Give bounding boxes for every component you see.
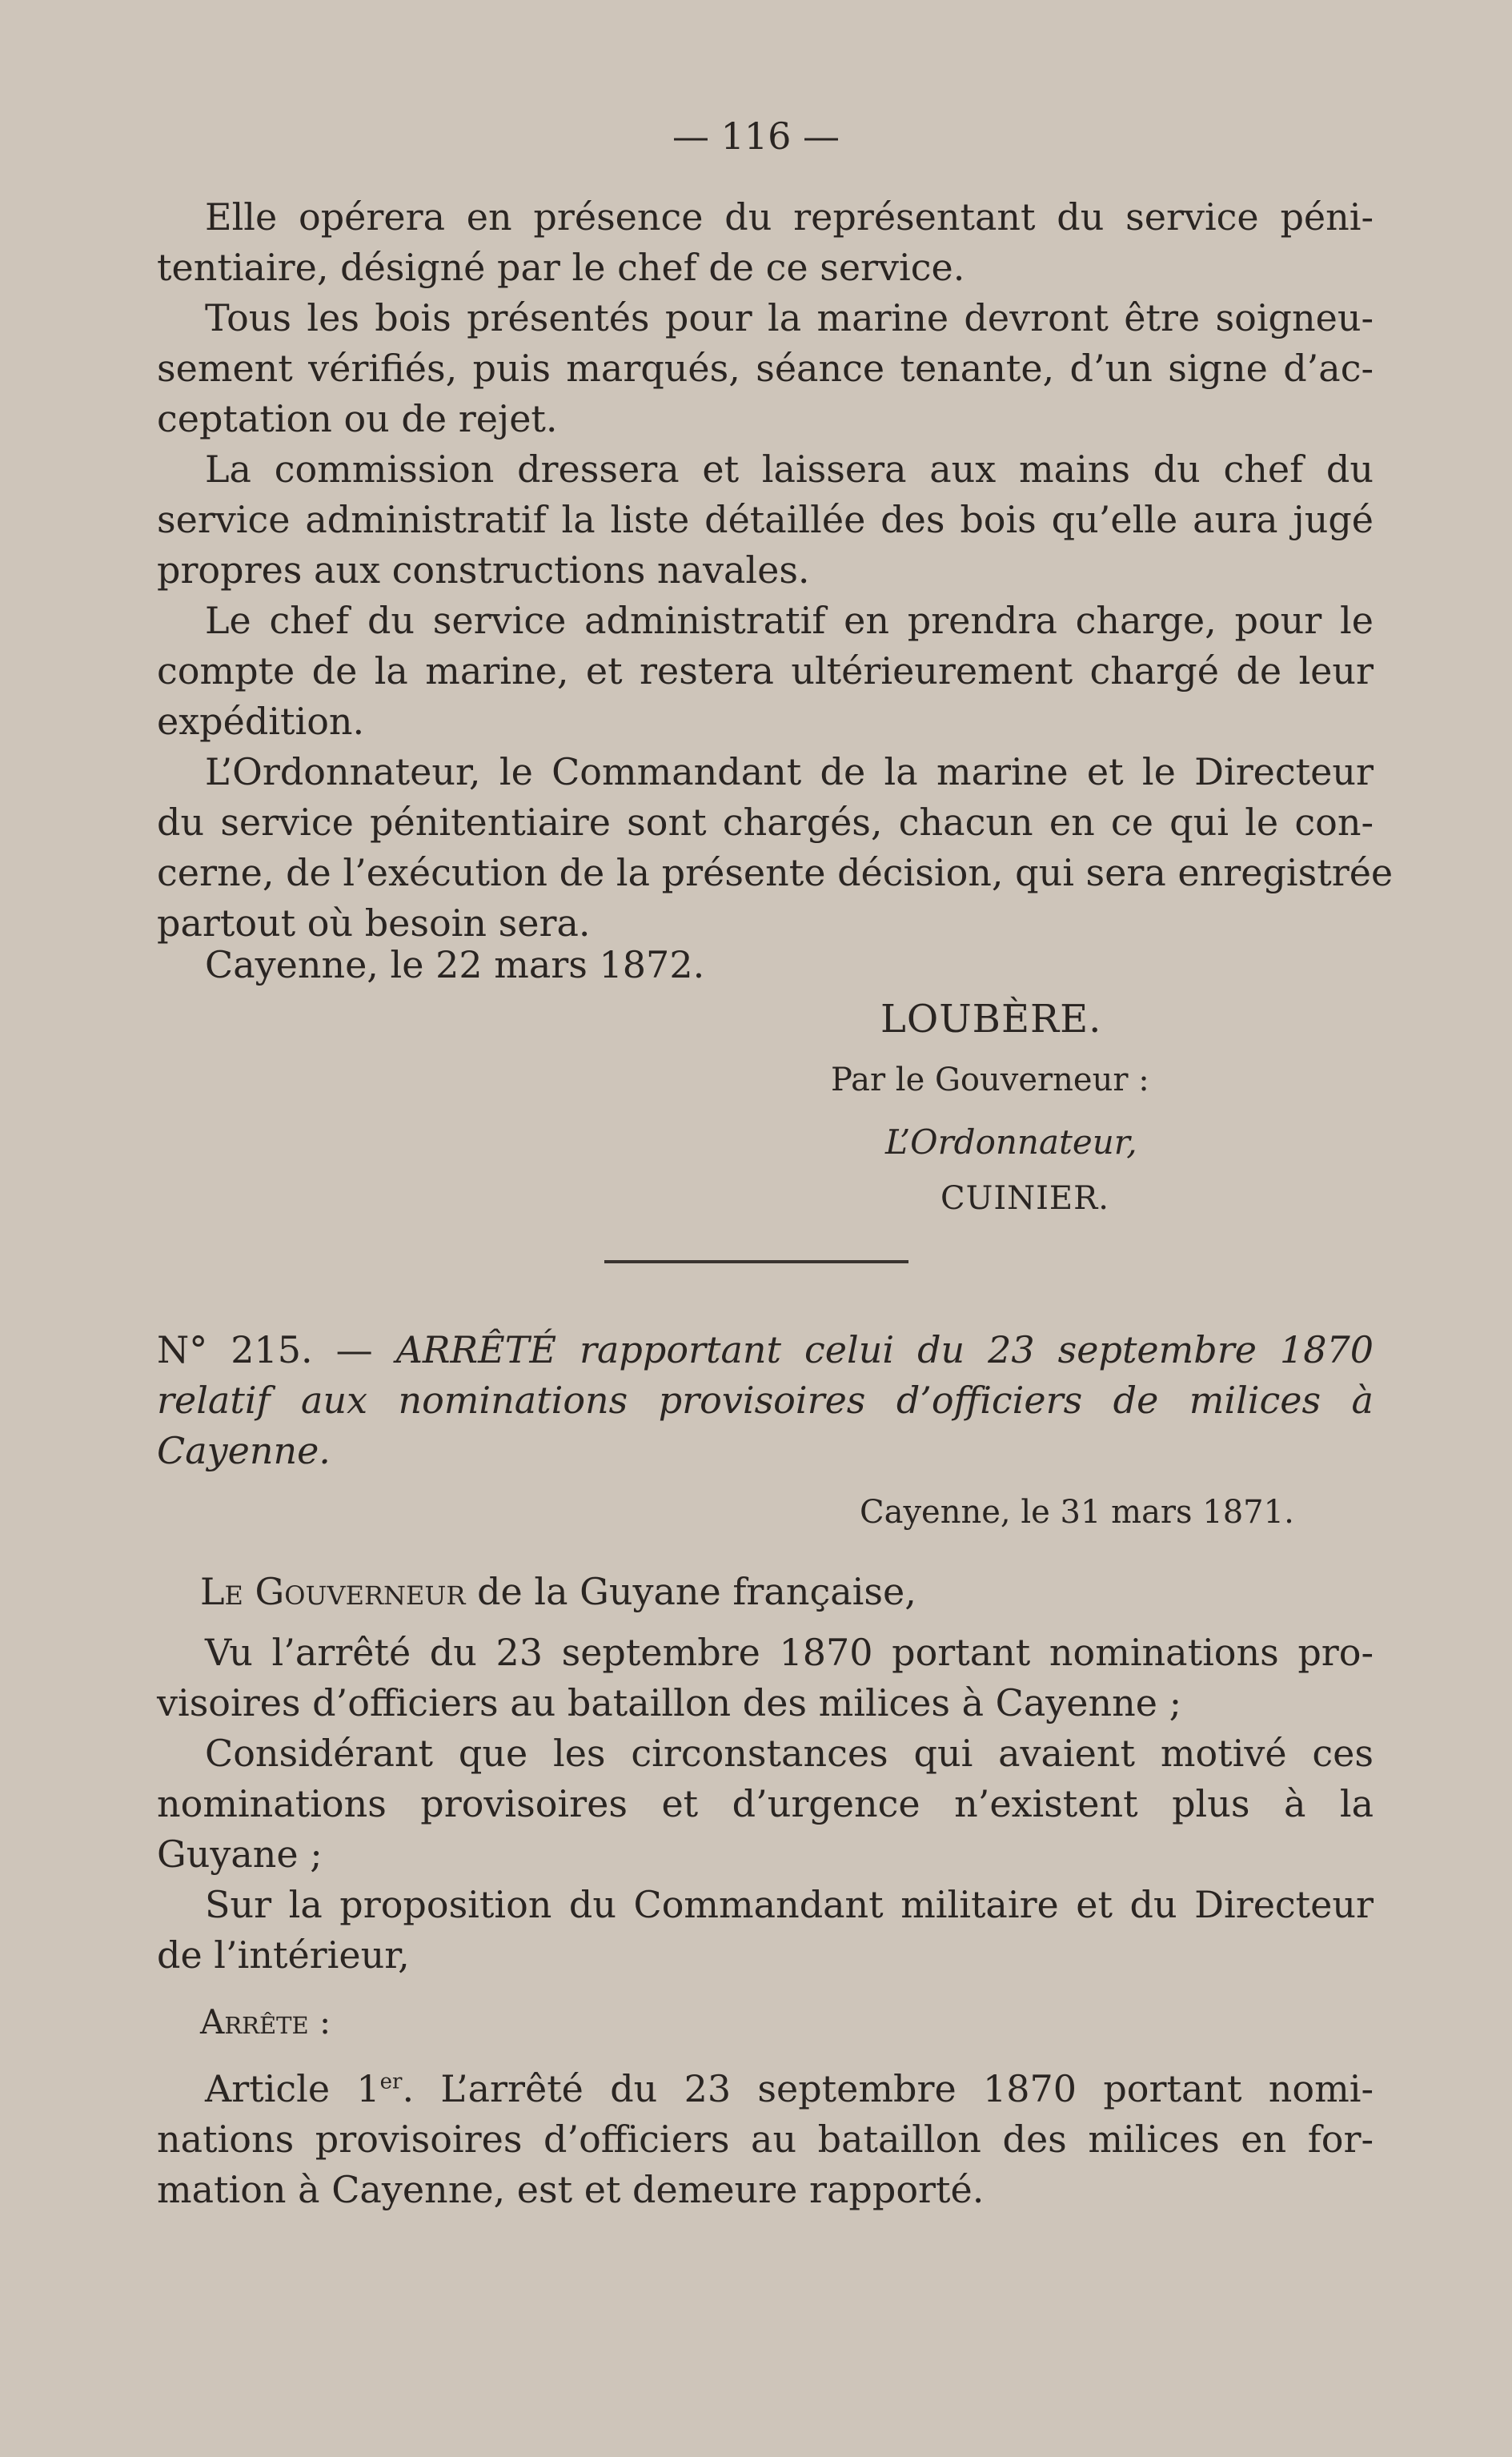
paragraph-line: Tous les bois présentés pour la marine devront être soigneu- [205,296,1374,339]
decision-body [157,192,1394,949]
paragraph-line: propres aux constructions navales. [157,548,810,592]
countersigner-name: CUINIER. [940,1180,1109,1217]
page-number: — 116 — [672,114,840,158]
heading-line-2: relatif aux nominations provisoires d’officiers de milices à [157,1379,1374,1422]
paragraph-line: Le chef du service administratif en prendra charge, pour le [205,599,1374,642]
section-divider [604,1260,908,1263]
paragraph-line: tentiaire, désigné par le chef de ce service. [157,246,965,289]
considerant-line: Guyane ; [157,1833,323,1876]
considerant-line: nominations provisoires et d’urgence n’existent plus à la [157,1782,1374,1825]
decree-number: N° 215. — [157,1328,396,1371]
article-line-1 [157,2064,1374,2114]
paragraph-line: sement vérifiés, puis marqués, séance tenante, d’un signe d’ac- [157,347,1374,390]
sur-line: de l’intérieur, [157,1933,410,1977]
arrete-label: Arrête : [200,2002,331,2041]
paragraph-line: Elle opérera en présence du représentant du service péni- [205,195,1374,239]
article-line-3: mation à Cayenne, est et demeure rapporté. [157,2168,985,2211]
governor-rest: de la Guyane française, [465,1570,916,1613]
heading-line-3: Cayenne. [157,1429,331,1472]
decree-title: ARRÊTÉ rapportant celui du 23 septembre 1870 [395,1328,1374,1371]
article-text: . L’arrêté du 23 septembre 1870 portant nomi- [402,2067,1374,2110]
paragraph-line: La commission dressera et laissera aux mains du chef du [205,448,1374,491]
paragraph-line: service administratif la liste détaillée des bois qu’elle aura jugé [157,498,1374,541]
governor-title: Le Gouverneur [200,1570,466,1613]
paragraph-line: ceptation ou de rejet. [157,397,558,440]
vu-line: visoires d’officiers au bataillon des milices à Cayenne ; [157,1681,1182,1724]
article-number: Article 1 [205,2067,380,2110]
paragraph-line: expédition. [157,700,365,743]
paragraph-line: partout où besoin sera. [157,901,591,945]
paragraph-line: du service pénitentiaire sont chargés, chacun en ce qui le con- [157,801,1374,844]
decree-date: Cayenne, le 31 mars 1871. [860,1494,1294,1531]
article-superscript: er [379,2070,403,2094]
sur-line: Sur la proposition du Commandant militaire et du Directeur [205,1883,1374,1926]
paragraph-line: cerne, de l’exécution de la présente décision, qui sera enregistrée [157,851,1394,894]
vu-line: Vu l’arrêté du 23 septembre 1870 portant nominations pro- [205,1631,1374,1674]
signature-name: LOUBÈRE. [880,997,1102,1042]
article-line-2: nations provisoires d’officiers au bataillon des milices en for- [157,2118,1374,2161]
article-1 [157,2064,1374,2215]
governor-line [200,1568,916,1616]
paragraph-line: L’Ordonnateur, le Commandant de la marine et le Directeur [205,750,1374,793]
for-governor-line: Par le Gouverneur : [831,1062,1149,1098]
preamble [157,1628,1374,1981]
place-date: Cayenne, le 22 mars 1872. [205,943,705,986]
heading-line-1 [157,1325,1374,1375]
arrete-heading [157,1325,1374,1476]
ordonnateur-title: L’Ordonnateur, [885,1122,1137,1162]
paragraph-line: compte de la marine, et restera ultérieurement chargé de leur [157,649,1374,693]
considerant-line: Considérant que les circonstances qui avaient motivé ces [205,1732,1374,1775]
